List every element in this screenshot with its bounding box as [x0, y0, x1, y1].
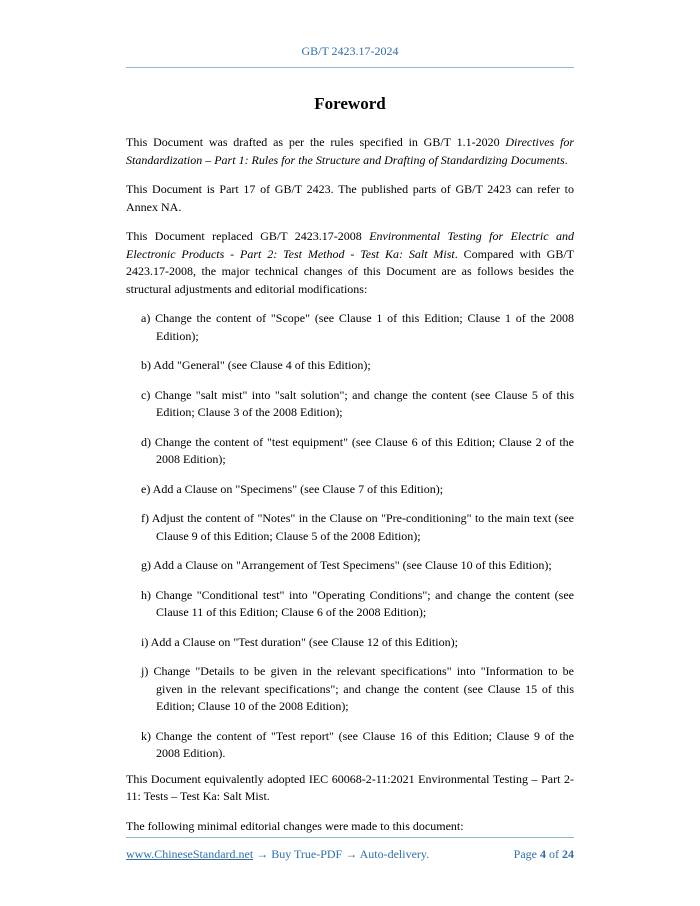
list-item: c) Change "salt mist" into "salt solution"; and change the content (see Clause 5 of this Edition; Clause 3 of the 2008 Edition);	[141, 387, 574, 419]
list-item: h) Change "Conditional test" into "Operating Conditions"; and change the content (see Clause 11 of this Edition; Clause 6 of the 2008 Edition);	[141, 587, 574, 619]
of-label: of	[549, 847, 559, 861]
running-header	[0, 44, 700, 59]
list-item: j) Change "Details to be given in the relevant specifications" into "Information to be given in the relevant specifications"; and change the content (see Clause 15 of this Edition; Clause 10 of the 2008 Edition);	[141, 664, 574, 713]
page-number	[514, 847, 574, 862]
italic-title: Environmental Testing for Electric and Electronic Products - Part 2: Test Method - Test Ka: Salt Mist	[126, 229, 574, 261]
document-id: GB/T 2423.17-2024	[301, 44, 399, 58]
arrow-icon: →	[342, 847, 360, 861]
paragraph-text: This Document replaced GB/T 2423.17-2008	[126, 229, 370, 243]
paragraph-replacement	[126, 228, 574, 298]
paragraph-text: . Compared with GB/T 2423.17-2008, the major technical changes of this Document are as follows besides the structural adjustments and editorial modifications:	[126, 246, 574, 296]
footer-promo	[126, 847, 429, 862]
paragraph-adoption: This Document equivalently adopted IEC 60068-2-11:2021 Environmental Testing – Part 2-11: Tests – Test Ka: Salt Mist.	[126, 771, 574, 803]
list-item: a) Change the content of "Scope" (see Clause 1 of this Edition; Clause 1 of the 2008 Edition);	[141, 311, 574, 343]
list-item: d) Change the content of "test equipment" (see Clause 6 of this Edition; Clause 2 of the 2008 Edition);	[141, 434, 574, 466]
paragraph-text: .	[564, 152, 568, 167]
paragraph-text: This Document was drafted as per the rules specified in GB/T 1.1-2020	[126, 135, 506, 149]
italic-title: Directives for Standardization – Part 1: Rules for the Structure and Drafting of Standardizing Documents	[126, 135, 574, 167]
footer-divider	[126, 837, 574, 838]
list-item: i) Add a Clause on "Test duration" (see Clause 12 of this Edition);	[141, 634, 458, 649]
paragraph-part-info: This Document is Part 17 of GB/T 2423. The published parts of GB/T 2423 can refer to Annex NA.	[126, 182, 574, 214]
page-title: Foreword	[314, 94, 386, 113]
list-item: k) Change the content of "Test report" (see Clause 16 of this Edition; Clause 9 of the 2008 Edition).	[141, 728, 574, 760]
list-item: g) Add a Clause on "Arrangement of Test Specimens" (see Clause 10 of this Edition);	[141, 558, 552, 572]
list-item: e) Add a Clause on "Specimens" (see Clause 7 of this Edition);	[141, 481, 444, 496]
total-pages: 24	[562, 847, 574, 861]
document-body	[126, 134, 574, 847]
page-label: Page	[513, 847, 537, 861]
paragraph-editorial-changes: The following minimal editorial changes were made to this document:	[126, 818, 464, 833]
auto-delivery-text: Auto-delivery.	[359, 847, 430, 861]
header-divider	[126, 67, 574, 68]
buy-pdf-text: Buy True-PDF	[271, 847, 343, 861]
list-item: b) Add "General" (see Clause 4 of this Edition);	[141, 358, 371, 372]
paragraph-drafting-rules	[126, 134, 574, 169]
arrow-icon: →	[253, 847, 272, 861]
website-link[interactable]: www.ChineseStandard.net	[126, 847, 254, 861]
current-page: 4	[540, 847, 546, 861]
list-item: f) Adjust the content of "Notes" in the Clause on "Pre-conditioning" to the main text (see Clause 9 of this Edition; Clause 5 of the 2008 Edition);	[141, 511, 574, 543]
